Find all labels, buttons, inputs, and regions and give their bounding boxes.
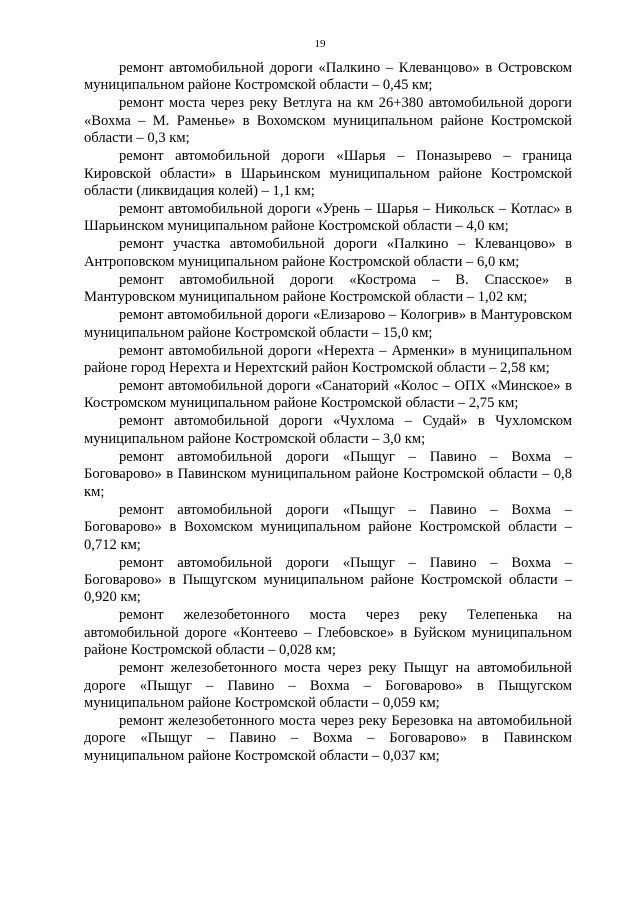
list-item-sharya-ponazyrevo: ремонт автомобильной дороги «Шарья – Поназырево – граница Кировской области» в Шарьинском муниципальном районе Костромской области (ликвидация колей) – 1,1 км; — [84, 148, 572, 200]
list-item-pyshchug-vokhomsky: ремонт автомобильной дороги «Пыщуг – Павино – Вохма – Боговарово» в Вохомском муниципальном районе Костромской области – 0,712 км; — [84, 501, 572, 553]
list-item-sanatory-kolos: ремонт автомобильной дороги «Санаторий «Колос – ОПХ «Минское» в Костромском муниципальном районе Костромской области – 2,75 км; — [84, 378, 572, 412]
list-item-telepenka-bridge: ремонт железобетонного моста через реку Телепенька на автомобильной дороге «Контеево – Глебовское» в Буйском муниципальном районе Костромской области – 0,028 км; — [84, 607, 572, 659]
list-item-uren-sharya-kotlas: ремонт автомобильной дороги «Урень – Шарья – Никольск – Котлас» в Шарьинском муниципальном районе Костромской области – 4,0 км; — [84, 201, 572, 235]
list-item-elizarovo-kologriv: ремонт автомобильной дороги «Елизарово – Кологрив» в Мантуровском муниципальном районе Костромской области – 15,0 км; — [84, 307, 572, 341]
page-number: 19 — [314, 38, 326, 50]
list-item-pyshchug-pavinsky: ремонт автомобильной дороги «Пыщуг – Павино – Вохма – Боговарово» в Павинском муниципальном районе Костромской области – 0,8 км; — [84, 448, 572, 500]
list-item-berezovka-bridge: ремонт железобетонного моста через реку Березовка на автомобильной дороге «Пыщуг – Павино – Вохма – Боговарово» в Павинском муниципальном районе Костромской области – 0,037 км; — [84, 712, 572, 764]
document-body — [84, 60, 572, 766]
list-item-palkino-ostrovsky: ремонт автомобильной дороги «Палкино – Клеванцово» в Островском муниципальном районе Костромской области – 0,45 км; — [84, 60, 572, 94]
list-item-pyshchug-pyshchugsky: ремонт автомобильной дороги «Пыщуг – Павино – Вохма – Боговарово» в Пыщугском муниципальном районе Костромской области – 0,920 км; — [84, 554, 572, 606]
list-item-kostroma-spasskoe: ремонт автомобильной дороги «Кострома – В. Спасское» в Мантуровском муниципальном районе Костромской области – 1,02 км; — [84, 271, 572, 306]
list-item-chukhloma-sudai: ремонт автомобильной дороги «Чухлома – Судай» в Чухломском муниципальном районе Костромской области – 3,0 км; — [84, 413, 572, 447]
list-item-palkino-antropovsky: ремонт участка автомобильной дороги «Палкино – Клеванцово» в Антроповском муниципальном районе Костромской области – 6,0 км; — [84, 236, 572, 270]
list-item-vetluga-bridge: ремонт моста через реку Ветлуга на км 26+380 автомобильной дороги «Вохма – М. Раменье» в Вохомском муниципальном районе Костромской области – 0,3 км; — [84, 95, 572, 147]
list-item-pyshchug-bridge: ремонт железобетонного моста через реку Пыщуг на автомобильной дороге «Пыщуг – Павино – Вохма – Боговарово» в Пыщугском муниципальном районе Костромской области – 0,059 км; — [84, 660, 572, 711]
list-item-nerekhta-armenki: ремонт автомобильной дороги «Нерехта – Арменки» в муниципальном районе город Нерехта и Нерехтский район Костромской области – 2,58 км; — [84, 342, 572, 377]
